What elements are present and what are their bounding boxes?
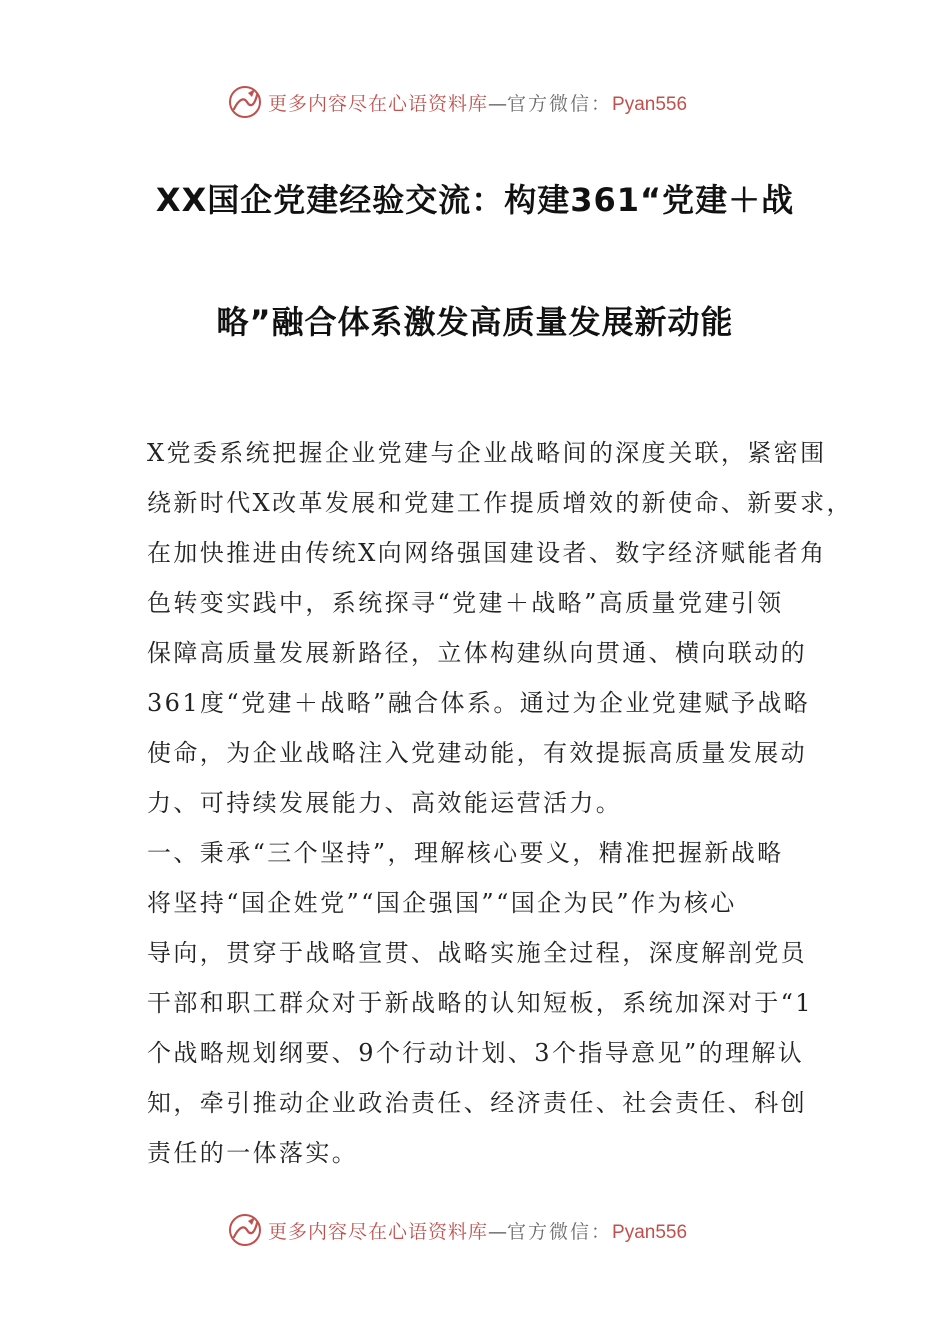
watermark-text: 更多内容尽在心语资料库 <box>268 92 489 115</box>
body-line: 导向，贯穿于战略宣贯、战略实施全过程，深度解剖党员 <box>147 939 807 967</box>
body-line: 责任的一体落实。 <box>147 1139 359 1167</box>
watermark-dash: — <box>488 92 508 115</box>
body-line: 知，牵引推动企业政治责任、经济责任、社会责任、科创 <box>147 1089 807 1117</box>
document-title-line-2: 略”融合体系激发高质量发展新动能 <box>216 303 734 341</box>
body-line: 361度“党建＋战略”融合体系。通过为企业党建赋予战略 <box>147 689 811 717</box>
footer-watermark <box>228 1210 748 1250</box>
body-line: 力、可持续发展能力、高效能运营活力。 <box>147 789 623 817</box>
document-title-line-1: XX国企党建经验交流：构建361“党建＋战 <box>155 181 795 219</box>
watermark-wechat-label: 官方微信： <box>507 92 613 115</box>
body-line: 个战略规划纲要、9个行动计划、3个指导意见”的理解认 <box>147 1039 805 1067</box>
body-line: 干部和职工群众对于新战略的认知短板，系统加深对于“1 <box>147 989 813 1017</box>
body-line: 使命，为企业战略注入党建动能，有效提振高质量发展动 <box>147 739 807 767</box>
body-line: X党委系统把握企业党建与企业战略间的深度关联，紧密围 <box>147 439 827 467</box>
watermark-wechat-id: Pyan556 <box>612 1221 688 1243</box>
watermark-text: 更多内容尽在心语资料库 <box>268 1220 489 1243</box>
body-line: 将坚持“国企姓党”“国企强国”“国企为民”作为核心 <box>147 889 737 917</box>
header-watermark <box>228 82 748 122</box>
pen-signature-icon <box>228 85 262 119</box>
body-line: 在加快推进由传统X向网络强国建设者、数字经济赋能者角 <box>147 539 827 567</box>
watermark-wechat-label: 官方微信： <box>507 1220 613 1243</box>
watermark-dash: — <box>488 1220 508 1243</box>
section-heading: 一、秉承“三个坚持”，理解核心要义，精准把握新战略 <box>147 839 784 867</box>
watermark-wechat-id: Pyan556 <box>612 93 688 115</box>
body-line: 色转变实践中，系统探寻“党建＋战略”高质量党建引领 <box>147 589 784 617</box>
body-line: 绕新时代X改革发展和党建工作提质增效的新使命、新要求， <box>147 489 853 517</box>
body-line: 保障高质量发展新路径，立体构建纵向贯通、横向联动的 <box>147 639 807 667</box>
pen-signature-icon <box>228 1213 262 1247</box>
